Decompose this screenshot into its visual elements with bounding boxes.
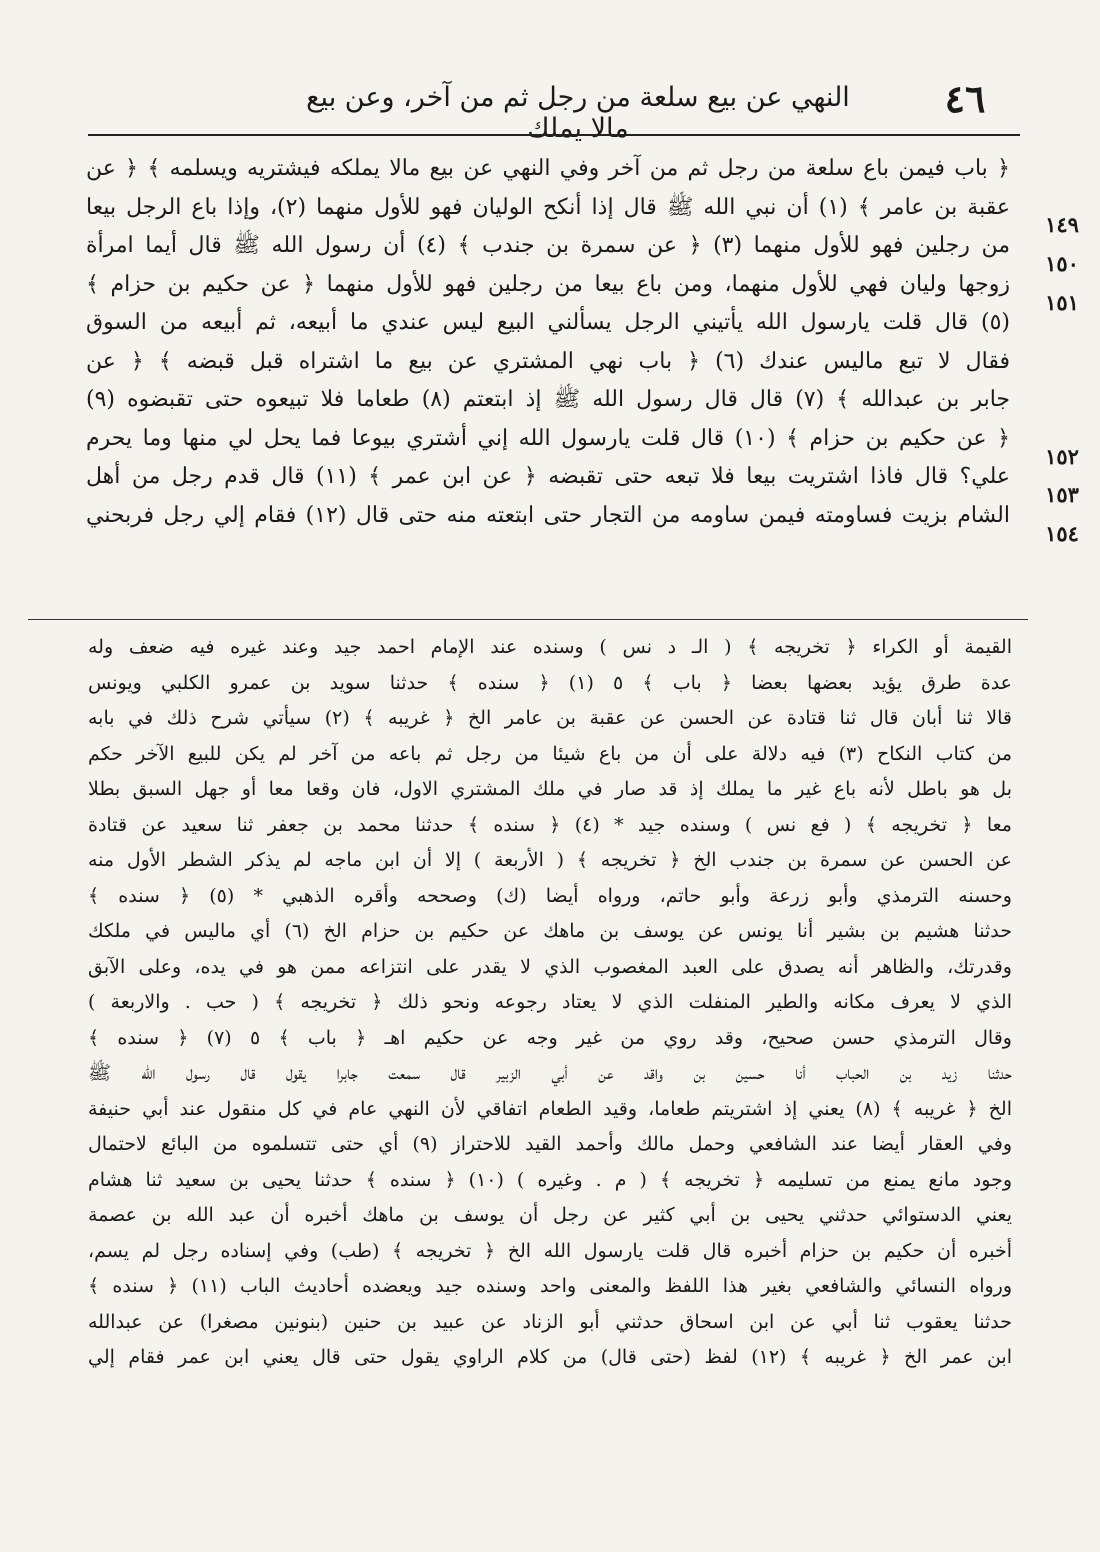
footnote-line: حدثنا يعقوب ثنا أبي عن ابن اسحاق حدثني أبو الزناد عن عبيد بن حنين (بنونين مصغرا) عن عبدالله xyxy=(88,1310,1012,1333)
footnote-line: أخبره أن حكيم بن حزام أخبره قال قلت يارسول الله الخ ﴿ تخريجه ﴾ (طب) وفي إسناده رجل لم يسم، xyxy=(88,1239,1012,1262)
footnote-line: وقدرتك، والظاهر أنه يصدق على العبد المغصوب الذي لا يقدر على انتزاعه ممن هو في يده، وعلى الآبق xyxy=(88,955,1012,978)
footnote-line: ابن عمر الخ ﴿ غريبه ﴾ (١٢) لفظ (حتى قال) من كلام الراوي يقول حتى قال يعني ابن عمر فقام إلي xyxy=(88,1346,1012,1368)
main-text-line: عقبة بن عامر ﴾ (١) أن نبي الله ﷺ قال إذا أنكح الوليان فهو للأول منهما (٢)، وإذا باع الرجل بيعا xyxy=(86,194,1010,220)
footnote-line: الخ ﴿ غريبه ﴾ (٨) يعني إذ اشتريتم طعاما، وقيد الطعام اتفاقي لأن النهي عام في كل منقول عند أبي حنيفة xyxy=(88,1097,1012,1120)
footnote-line: عن الحسن عن سمرة بن جندب الخ ﴿ تخريجه ﴾ ( الأربعة ) إلا أن ابن ماجه لم يذكر الشطر الأول منه xyxy=(88,849,1012,871)
main-text-line: زوجها وليان فهي للأول منهما، ومن باع بيعا من رجلين فهو للأول منهما ﴿ عن حكيم بن حزام ﴾ xyxy=(86,271,1010,297)
main-text-line: ﴿ باب فيمن باع سلعة من رجل ثم من آخر وفي النهي عن بيع مالا يملكه فيشتريه ويسلمه ﴾ ﴿ عن xyxy=(86,156,1010,181)
hadith-number: ١٥٢ xyxy=(1045,444,1079,469)
footnote-divider xyxy=(28,619,1028,620)
footnote-line: وفي العقار أيضا عند الشافعي وحمل مالك وأحمد القيد للاحتراز (٩) أي حتى تتسلموه من البائع لاحتمال xyxy=(88,1133,1012,1155)
footnote-line: الذي لا يعرف مكانه والطير المنفلت الذي لا يعتاد رجوعه ونحو ذلك ﴿ تخريجه ﴾ ( حب . والاربعة ) xyxy=(88,991,1012,1013)
main-text-line: الشام بزيت فساومته فيمن ساومه من التجار حتى ابتعته منه حتى قال (١٢) فقام إلي رجل فربحني xyxy=(86,502,1010,528)
footnote-line: يعني الدستوائي حدثني يحيى بن أبي كثير عن رجل أن يوسف بن ماهك أخبره أن عبد الله بن عصمة xyxy=(88,1204,1012,1226)
page-number: ٤٦ xyxy=(944,76,986,121)
footnote-line: وحسنه الترمذي وأبو زرعة وأبو حاتم، ورواه أيضا (ك) وصححه وأقره الذهبي * (٥) ﴿ سنده ﴾ xyxy=(88,884,1012,907)
footnote-line: وقال الترمذي حسن صحيح، وقد روي من غير وجه عن حكيم اهـ ﴿ باب ﴾ ٥ (٧) ﴿ سنده ﴾ xyxy=(88,1026,1012,1049)
footnote-line: عدة طرق يؤيد بعضها بعضا ﴿ باب ﴾ ٥ (١) ﴿ سنده ﴾ حدثنا سويد بن عمرو الكلبي ويونس xyxy=(88,671,1012,694)
footnote-line: حدثنا زيد بن الحباب أنا حسين بن واقد عن أبي الزبير قال سمعت جابرا يقول قال رسول الله ﷺ xyxy=(88,1062,1012,1084)
footnote-line: قالا ثنا أبان قال ثنا قتادة عن الحسن عن عقبة بن عامر الخ ﴿ غريبه ﴾ (٢) سيأتي شرح ذلك في بابه xyxy=(88,707,1012,729)
main-text-line: جابر بن عبدالله ﴾ (٧) قال قال رسول الله ﷺ إذ ابتعتم (٨) طعاما فلا تبيعوه حتى تقبضوه (٩) xyxy=(86,387,1010,412)
page-header xyxy=(88,72,1020,144)
main-text-line: (٥) قال قلت يارسول الله يأتيني الرجل يسألني البيع ليس عندي ما أبيعه، ثم أبيعه من السوق xyxy=(86,310,1010,335)
footnote-line: وجود مانع يمنع من تسليمه ﴿ تخريجه ﴾ ( م . وغيره ) (١٠) ﴿ سنده ﴾ حدثنا يحيى بن سعيد ثنا هشام xyxy=(88,1168,1012,1191)
footnote-line: من كتاب النكاح (٣) فيه دلالة على أن من باع شيئا من رجل ثم باعه من آخر لم يكن للبيع الآخر حكم xyxy=(88,742,1012,765)
footnote-line: بل هو باطل لأنه باع غير ما يملك إذ قد صار في ملك المشتري الاول، فان وقعا معا أو جهل السبق بطلا xyxy=(88,778,1012,800)
header-divider xyxy=(88,134,1020,136)
footnote-line: حدثنا هشيم بن بشير أنا يونس عن يوسف بن ماهك عن حكيم بن حزام الخ (٦) أي ماليس في ملكك xyxy=(88,920,1012,942)
footnote-line: القيمة أو الكراء ﴿ تخريجه ﴾ ( الـ د نس ) وسنده عند الإمام احمد جيد وعند غيره فيه ضعف وله xyxy=(88,636,1012,658)
main-text-line: فقال لا تبع ماليس عندك (٦) ﴿ باب نهي المشتري عن بيع ما اشتراه قبل قبضه ﴾ ﴿ عن xyxy=(86,348,1010,374)
main-text-line: علي؟ قال فاذا اشتريت بيعا فلا تبعه حتى تقبضه ﴿ عن ابن عمر ﴾ (١١) قال قدم رجل من أهل xyxy=(86,464,1010,489)
footnotes xyxy=(88,630,1012,1376)
main-text-line: من رجلين فهو للأول منهما (٣) ﴿ عن سمرة بن جندب ﴾ (٤) أن رسول الله ﷺ قال أيما امرأة xyxy=(86,233,1010,258)
footnote-line: معا ﴿ تخريجه ﴾ ( فع نس ) وسنده جيد * (٤) ﴿ سنده ﴾ حدثنا محمد بن جعفر ثنا سعيد عن قتادة xyxy=(88,813,1012,836)
running-title: النهي عن بيع سلعة من رجل ثم من آخر، وعن بيع مالا يملك xyxy=(306,82,850,144)
hadith-number: ١٥٠ xyxy=(1045,251,1079,276)
footnote-line: ورواه النسائي والشافعي بغير هذا اللفظ والمعنى واحد وسنده جيد ويعضده أحاديث الباب (١١) ﴿ سنده ﴾ xyxy=(88,1275,1012,1297)
hadith-number: ١٥٤ xyxy=(1045,521,1079,546)
hadith-number: ١٤٩ xyxy=(1045,212,1079,237)
hadith-number: ١٥٣ xyxy=(1045,482,1079,507)
hadith-number: ١٥١ xyxy=(1045,290,1079,315)
main-text xyxy=(86,150,1010,535)
main-text-line: ﴿ عن حكيم بن حزام ﴾ (١٠) قال قلت يارسول الله إني أشتري بيوعا فما يحل لي منها وما يحرم xyxy=(86,425,1010,451)
